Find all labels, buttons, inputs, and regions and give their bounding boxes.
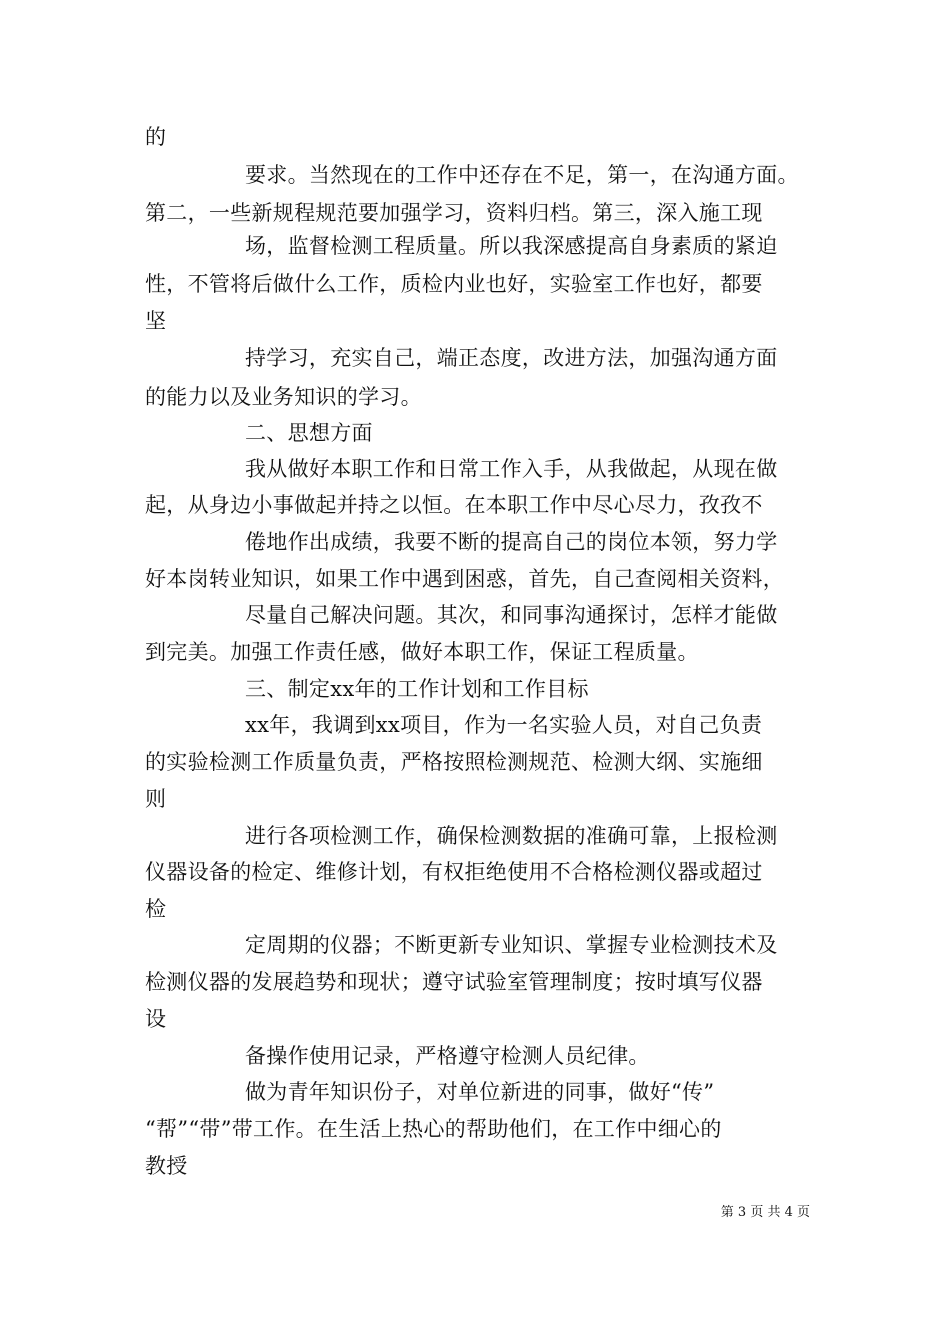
text-line: 进行各项检测工作，确保检测数据的准确可靠，上报检测 bbox=[245, 824, 778, 848]
text-line: 的 bbox=[145, 125, 167, 149]
text-line: 设 bbox=[145, 1007, 167, 1031]
page-number-footer: 第 3 页 共 4 页 bbox=[720, 1205, 810, 1220]
text-line: 教授 bbox=[145, 1154, 188, 1178]
text-line: 的能力以及业务知识的学习。 bbox=[145, 385, 422, 409]
text-line: 备操作使用记录，严格遵守检测人员纪律。 bbox=[245, 1044, 650, 1068]
text-line: 场，监督检测工程质量。所以我深感提高自身素质的紧迫 bbox=[245, 234, 778, 258]
text-line: 做为青年知识份子，对单位新进的同事，做好“传” bbox=[245, 1080, 715, 1104]
text-line: 到完美。加强工作责任感，做好本职工作，保证工程质量。 bbox=[145, 640, 699, 664]
text-line: 倦地作出成绩，我要不断的提高自己的岗位本领，努力学 bbox=[245, 530, 778, 554]
text-line: 仪器设备的检定、维修计划，有权拒绝使用不合格检测仪器或超过 bbox=[145, 860, 763, 884]
text-line: 检测仪器的发展趋势和现状；遵守试验室管理制度；按时填写仪器 bbox=[145, 970, 763, 994]
text-line: 要求。当然现在的工作中还存在不足，第一，在沟通方面。 bbox=[245, 163, 799, 187]
text-line: 检 bbox=[145, 897, 167, 921]
text-line: 尽量自己解决问题。其次，和同事沟通探讨，怎样才能做 bbox=[245, 603, 778, 627]
text-line: 我从做好本职工作和日常工作入手，从我做起，从现在做 bbox=[245, 457, 778, 481]
text-line: 坚 bbox=[145, 309, 167, 333]
text-line: 起，从身边小事做起并持之以恒。在本职工作中尽心尽力，孜孜不 bbox=[145, 493, 763, 517]
text-line: 的实验检测工作质量负责，严格按照检测规范、检测大纲、实施细 bbox=[145, 750, 763, 774]
text-line: 定周期的仪器；不断更新专业知识、掌握专业检测技术及 bbox=[245, 933, 778, 957]
text-line: 则 bbox=[145, 787, 167, 811]
text-line: 好本岗转业知识，如果工作中遇到困惑，首先，自己查阅相关资料， bbox=[145, 567, 784, 591]
text-line: 性，不管将后做什么工作，质检内业也好，实验室工作也好，都要 bbox=[145, 272, 763, 296]
section-heading: 三、制定xx年的工作计划和工作目标 bbox=[245, 677, 589, 701]
text-line: 第二，一些新规程规范要加强学习，资料归档。第三，深入施工现 bbox=[145, 201, 763, 225]
text-line: “帮”“带”带工作。在生活上热心的帮助他们，在工作中细心的 bbox=[145, 1117, 722, 1141]
section-heading: 二、思想方面 bbox=[245, 421, 373, 445]
text-line: xx年，我调到xx项目，作为一名实验人员，对自己负责 bbox=[245, 713, 763, 737]
text-line: 持学习，充实自己，端正态度，改进方法，加强沟通方面 bbox=[245, 346, 778, 370]
